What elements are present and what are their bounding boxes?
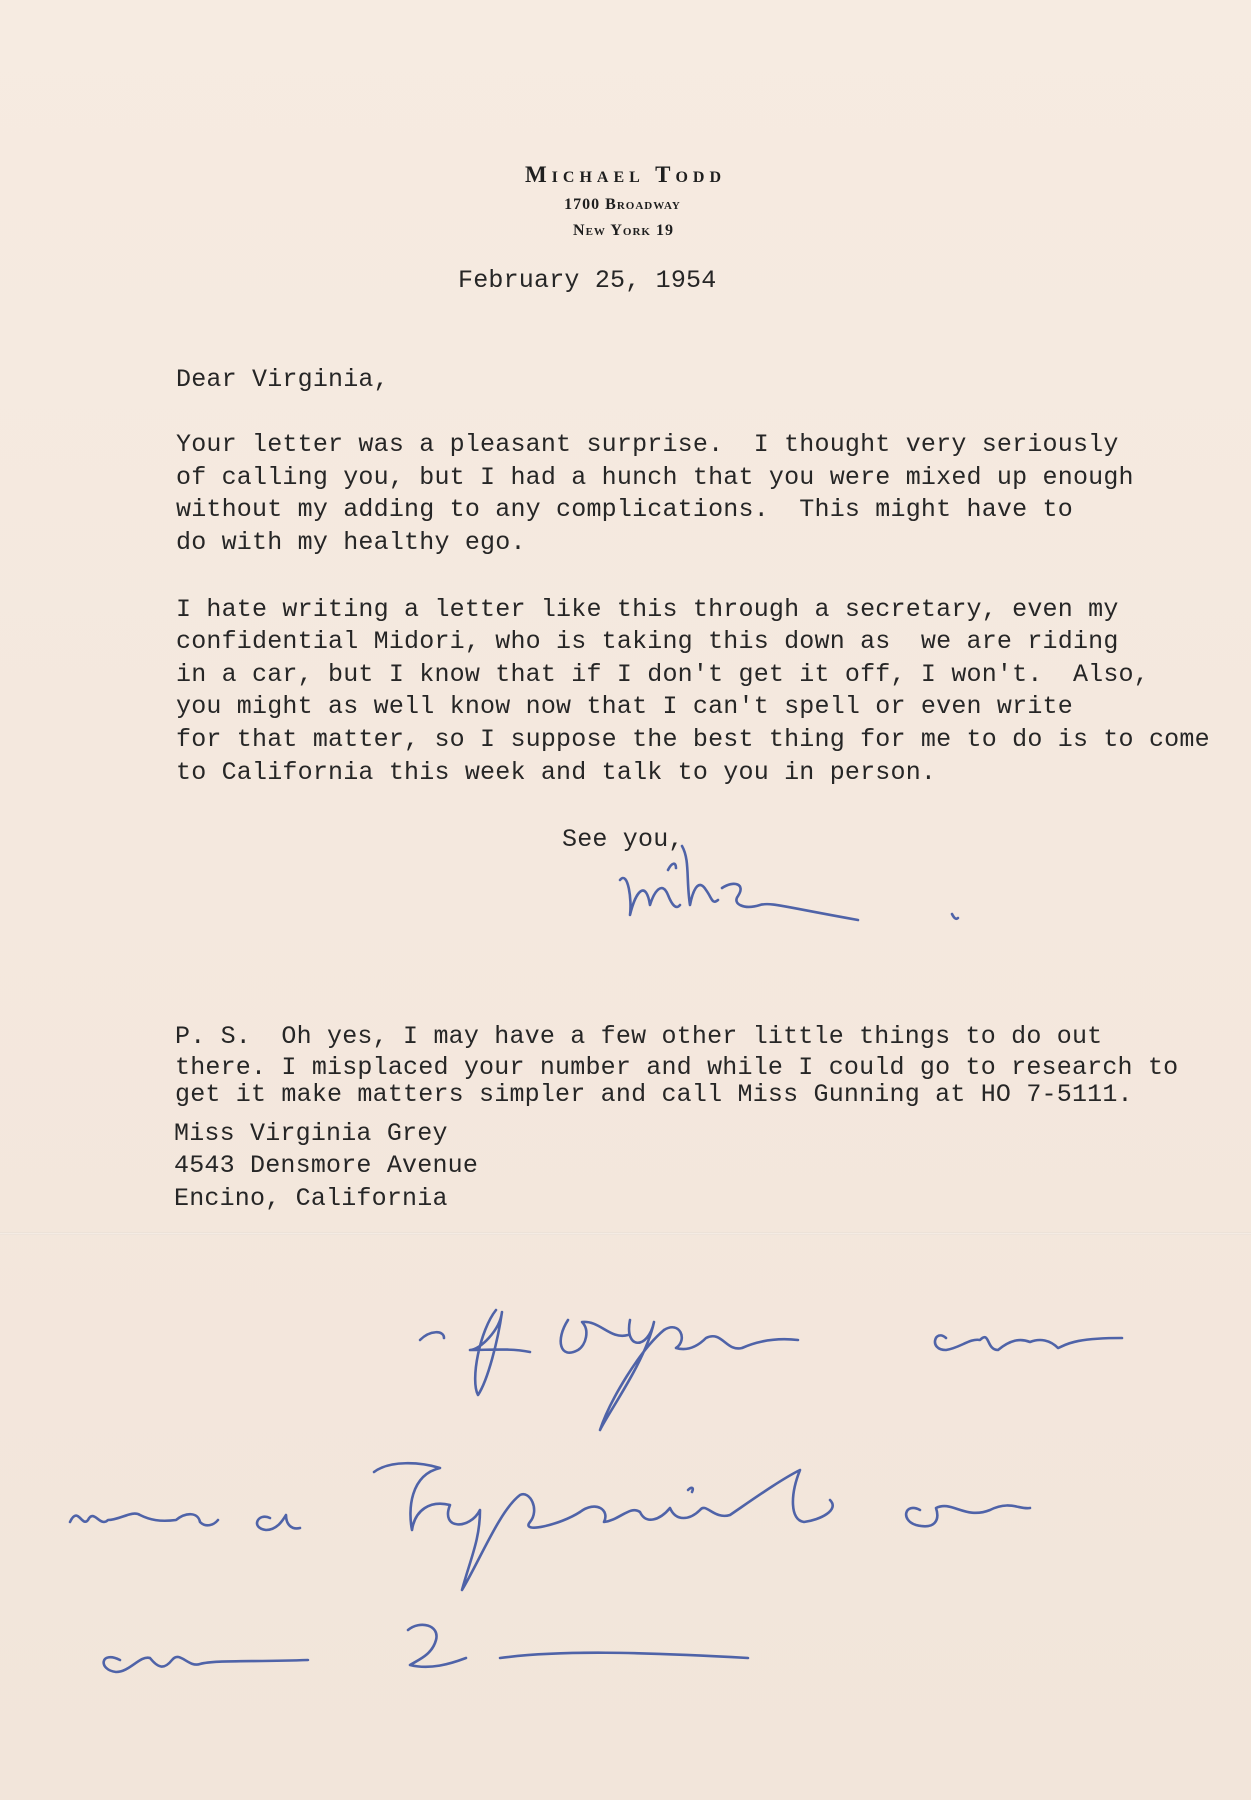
salutation: Dear Virginia,: [176, 365, 389, 394]
note-line-1: [420, 1310, 1122, 1430]
note-line-2: [70, 1463, 1030, 1590]
body-line: in a car, but I know that if I don't get it off, I won't. Also,: [176, 660, 1149, 689]
body-line: to California this week and talk to you in person.: [176, 758, 937, 787]
signature-mike: [620, 846, 958, 920]
recipient-line: Miss Virginia Grey: [174, 1119, 448, 1148]
body-line: I hate writing a letter like this through a secretary, even my: [176, 595, 1119, 624]
body-line: confidential Midori, who is taking this down as we are riding: [176, 627, 1119, 656]
postscript-line: get it make matters simpler and call Miss Gunning at HO 7-5111.: [175, 1080, 1133, 1109]
letterhead-name: Michael Todd: [524, 162, 727, 187]
body-line: for that matter, so I suppose the best thing for me to do is to come: [176, 725, 1210, 754]
recipient-line: Encino, California: [174, 1184, 448, 1213]
body-line: without my adding to any complications. This might have to: [176, 495, 1073, 524]
postscript-line: there. I misplaced your number and while I could go to research to: [175, 1053, 1179, 1082]
letter-date: February 25, 1954: [458, 266, 717, 295]
letterhead-address-line-1: 1700 Broadway: [564, 196, 681, 213]
letterhead-address-line-2: New York 19: [573, 222, 674, 239]
body-line: you might as well know now that I can't spell or even write: [176, 692, 1073, 721]
postscript-line: P. S. Oh yes, I may have a few other little things to do out: [175, 1022, 1103, 1051]
body-line: do with my healthy ego.: [176, 528, 526, 557]
recipient-line: 4543 Densmore Avenue: [174, 1151, 479, 1180]
body-line: Your letter was a pleasant surprise. I thought very seriously: [176, 430, 1119, 459]
closing: See you,: [562, 825, 684, 854]
note-line-3: [104, 1625, 748, 1672]
body-line: of calling you, but I had a hunch that you were mixed up enough: [176, 463, 1134, 492]
